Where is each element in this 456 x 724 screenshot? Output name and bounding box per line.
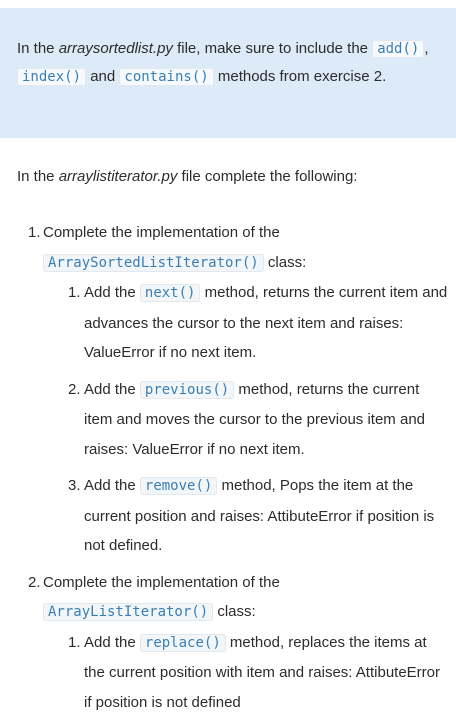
code-class-name: ArraySortedListIterator() — [43, 254, 264, 272]
task-item — [28, 568, 448, 718]
subtask-pre: Add the — [84, 477, 136, 494]
subtask-number: 3. — [68, 477, 81, 494]
subtask-post: method, returns the current item and advances the cursor to the next item and raises: ValueError if no next item. — [84, 284, 448, 361]
intro-paragraph — [17, 165, 442, 189]
task-text: Complete the implementation of the — [43, 224, 280, 241]
code-add: add() — [372, 40, 424, 58]
code-class-name: ArrayListIterator() — [43, 603, 213, 621]
code-method: next() — [140, 284, 201, 302]
subtask-post: method, Pops the item at the current position and raises: AttibuteError if position is not defined. — [84, 477, 435, 554]
code-method: remove() — [140, 477, 217, 495]
subtask-number: 2. — [68, 380, 81, 398]
subtask-pre: Add the — [84, 633, 136, 651]
subtask-list — [43, 628, 448, 718]
code-method: replace() — [140, 634, 226, 652]
note-prefix: In the — [17, 40, 59, 57]
note-mid: file, make sure to include the — [172, 40, 369, 57]
subtask-post: method, replaces the items at the current position with item and raises: AttibuteError if position is not defined — [84, 633, 441, 711]
code-index: index() — [17, 68, 86, 86]
code-method: previous() — [140, 381, 234, 399]
task-item — [28, 218, 448, 561]
subtask-item — [43, 278, 448, 368]
task-suffix: class: — [217, 603, 256, 620]
subtask-post: method, returns the current item and moves the cursor to the previous item and raises: ValueError if no next item. — [84, 380, 426, 458]
subtask-pre: Add the — [84, 284, 136, 301]
note-and: and — [90, 68, 116, 85]
task-text: Complete the implementation of the — [43, 573, 280, 591]
task-list — [28, 218, 448, 724]
subtask-item — [43, 628, 448, 718]
code-contains: contains() — [119, 68, 213, 86]
subtask-item — [43, 375, 448, 465]
intro-prefix: In the — [17, 168, 59, 185]
intro-filename: arraylistiterator.py — [58, 168, 178, 185]
note-comma: , — [424, 40, 429, 57]
subtask-pre: Add the — [84, 380, 136, 398]
task-number: 1. — [28, 224, 41, 241]
note-box — [0, 8, 456, 138]
note-filename: arraysortedlist.py — [58, 40, 173, 57]
note-suffix: methods from exercise 2. — [217, 68, 387, 85]
subtask-number: 1. — [68, 633, 81, 651]
task-suffix: class: — [267, 253, 307, 271]
subtask-list — [43, 278, 448, 561]
task-number: 2. — [28, 573, 41, 591]
subtask-item — [43, 471, 448, 561]
subtask-number: 1. — [68, 284, 81, 301]
intro-suffix: file complete the following: — [177, 168, 358, 185]
